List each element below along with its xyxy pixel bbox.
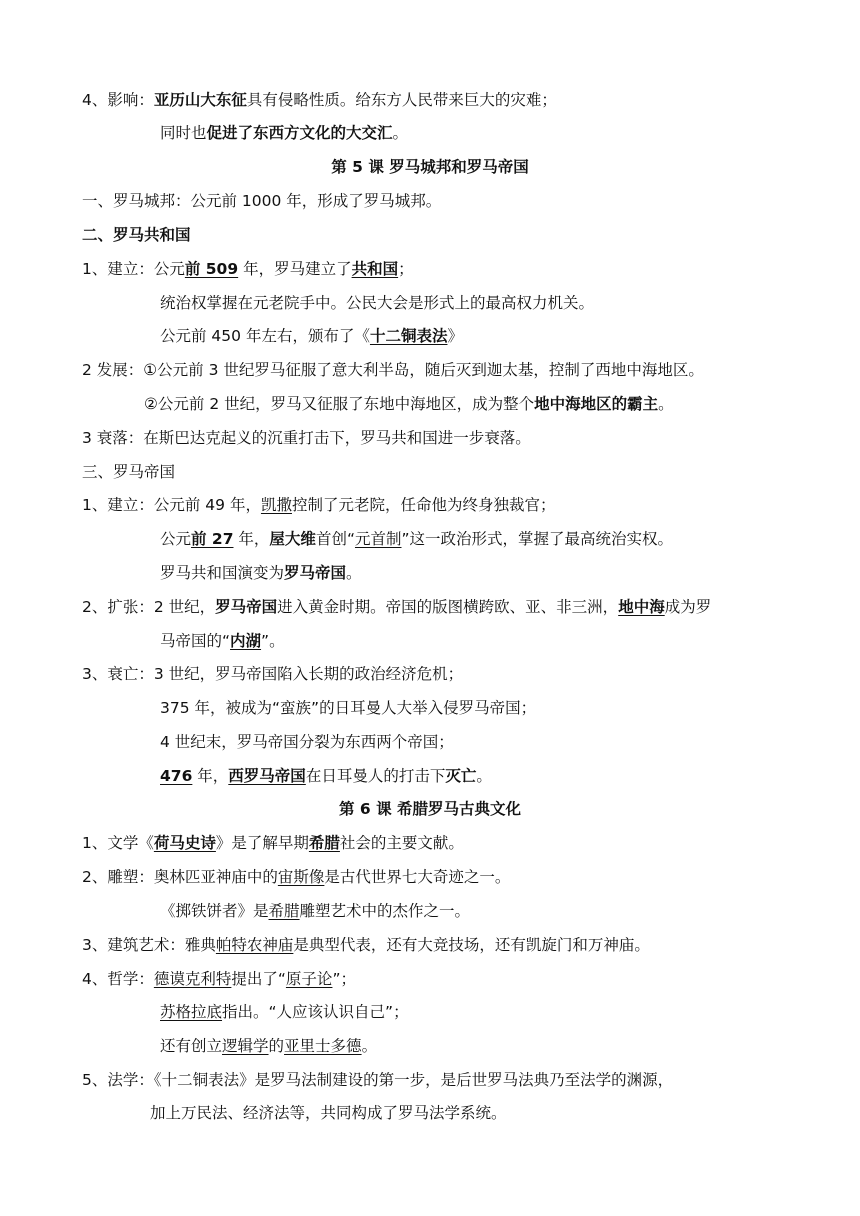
text-segment: 3、衰亡：3 世纪，罗马帝国陷入长期的政治经济危机； (82, 665, 464, 683)
emphasized-text: 地中海 (618, 598, 665, 616)
text-line (82, 832, 860, 854)
text-line (160, 325, 860, 347)
text-segment: 。 (361, 1037, 378, 1055)
text-line (82, 663, 860, 685)
emphasized-text: 第 5 课 罗马城邦和罗马帝国 (331, 158, 529, 176)
text-line (82, 461, 860, 483)
text-segment: 》是了解早期 (215, 834, 309, 852)
emphasized-text: 宙斯像 (277, 868, 325, 886)
text-line (144, 393, 860, 415)
text-segment: 同时也 (160, 124, 207, 142)
emphasized-text: 罗马帝国 (284, 564, 347, 582)
text-segment: 统治权掌握在元老院手中。公民大会是形式上的最高权力机关。 (160, 294, 595, 312)
text-segment: 雕塑艺术中的杰作之一。 (299, 902, 471, 920)
text-segment: 》 (447, 327, 463, 345)
text-segment: 。 (392, 124, 409, 142)
emphasized-text: 亚历山大东征 (153, 91, 247, 109)
emphasized-text: 希腊 (308, 834, 340, 852)
emphasized-text: 共和国 (351, 260, 399, 278)
text-segment: 控制了元老院，任命他为终身独裁官； (291, 496, 556, 514)
text-line (82, 190, 860, 212)
text-segment: 三、罗马帝国 (82, 463, 176, 481)
text-segment: 的 (268, 1037, 285, 1055)
text-line (82, 1069, 860, 1091)
text-line (160, 697, 860, 719)
text-segment: 。 (476, 767, 492, 785)
text-segment: 指出。“人应该认识自己”； (222, 1003, 409, 1021)
text-line (82, 596, 860, 618)
text-segment: 年， (233, 530, 270, 548)
emphasized-text: 灭亡 (445, 767, 477, 785)
text-segment: ②公元前 2 世纪，罗马又征服了东地中海地区，成为整个 (144, 395, 535, 413)
emphasized-text: 逻辑学 (222, 1037, 269, 1055)
emphasized-text: 荷马史诗 (153, 834, 216, 852)
text-line (160, 122, 860, 144)
emphasized-text: 苏格拉底 (160, 1003, 223, 1021)
text-segment: 4、影响： (82, 91, 154, 109)
text-segment: 3 衰落：在斯巴达克起义的沉重打击下，罗马共和国进一步衰落。 (82, 429, 531, 447)
text-segment: ”。 (261, 632, 285, 650)
emphasized-text: 内湖 (230, 632, 262, 650)
emphasized-text: 第 6 课 希腊罗马古典文化 (339, 800, 521, 818)
text-line (82, 968, 860, 990)
emphasized-text: 凯撒 (260, 496, 292, 514)
text-segment: 一、罗马城邦：公元前 1000 年，形成了罗马城邦。 (82, 192, 442, 210)
text-line (82, 427, 860, 449)
text-segment: 2、扩张：2 世纪， (82, 598, 216, 616)
text-segment: 年，罗马建立了 (238, 260, 352, 278)
text-line (160, 731, 860, 753)
lesson-title (0, 156, 860, 178)
text-segment: 马帝国的“ (160, 632, 231, 650)
text-segment: 是古代世界七大奇迹之一。 (324, 868, 511, 886)
text-line (82, 224, 860, 246)
emphasized-text: 德谟克利特 (153, 970, 232, 988)
text-segment: 提出了“ (231, 970, 286, 988)
emphasized-text: 促进了东西方文化的大交汇 (206, 124, 393, 142)
emphasized-text: 罗马帝国 (215, 598, 278, 616)
text-segment: 在日耳曼人的打击下 (305, 767, 446, 785)
emphasized-text: 前 27 (191, 530, 234, 548)
text-segment: 1、建立：公元 (82, 260, 185, 278)
emphasized-text: 十二铜表法 (369, 327, 448, 345)
text-segment: 。 (658, 395, 674, 413)
text-line (82, 258, 860, 280)
text-line (160, 528, 860, 550)
emphasized-text: 帕特农神庙 (215, 936, 294, 954)
emphasized-text: 476 (160, 767, 193, 785)
emphasized-text: 屋大维 (269, 530, 316, 548)
text-segment: 还有创立 (160, 1037, 223, 1055)
text-segment: 首创“ (315, 530, 355, 548)
text-segment: 进入黄金时期。帝国的版图横跨欧、亚、非三洲， (277, 598, 619, 616)
text-segment: 3、建筑艺术：雅典 (82, 936, 216, 954)
text-segment: 具有侵略性质。给东方人民带来巨大的灾难； (246, 91, 557, 109)
text-segment: 《掷铁饼者》是 (160, 902, 269, 920)
text-line (160, 630, 860, 652)
text-line (82, 494, 860, 516)
text-segment: 2、雕塑：奥林匹亚神庙中的 (82, 868, 278, 886)
text-segment: 公元前 450 年左右，颁布了《 (160, 327, 370, 345)
lesson-title (0, 798, 860, 820)
text-line (160, 1035, 860, 1057)
text-segment: 年， (192, 767, 229, 785)
text-segment: 4、哲学： (82, 970, 154, 988)
emphasized-text: 亚里士多德 (284, 1037, 362, 1055)
text-line (82, 866, 860, 888)
emphasized-text: 二、罗马共和国 (82, 226, 191, 244)
text-segment: 罗马共和国演变为 (160, 564, 285, 582)
text-segment: 375 年，被成为“蛮族”的日耳曼人大举入侵罗马帝国； (160, 699, 537, 717)
text-segment: ”； (332, 970, 356, 988)
text-segment: 5、法学：《十二铜表法》是罗马法制建设的第一步，是后世罗马法典乃至法学的渊源， (82, 1071, 674, 1089)
text-segment: 2 发展：①公元前 3 世纪罗马征服了意大利半岛，随后灭到迦太基，控制了西地中海地区。 (82, 361, 704, 379)
text-segment: 1、文学《 (82, 834, 154, 852)
emphasized-text: 希腊 (268, 902, 300, 920)
text-line (160, 1001, 860, 1023)
text-segment: 公元 (160, 530, 192, 548)
emphasized-text: 地中海地区的霸主 (534, 395, 659, 413)
emphasized-text: 西罗马帝国 (228, 767, 306, 785)
text-segment: 1、建立：公元前 49 年， (82, 496, 261, 514)
emphasized-text: 原子论 (285, 970, 333, 988)
text-segment: ； (398, 260, 414, 278)
text-line (160, 562, 860, 584)
emphasized-text: 前 509 (184, 260, 239, 278)
text-line (150, 1102, 860, 1124)
text-segment: 4 世纪末，罗马帝国分裂为东西两个帝国； (160, 733, 454, 751)
text-line (160, 292, 860, 314)
text-line (82, 89, 860, 111)
text-line (82, 934, 860, 956)
emphasized-text: 元首制 (354, 530, 402, 548)
text-segment: 加上万民法、经济法等，共同构成了罗马法学系统。 (150, 1104, 507, 1122)
text-line (82, 359, 860, 381)
text-segment: 是典型代表，还有大竞技场，还有凯旋门和万神庙。 (293, 936, 650, 954)
text-segment: ”这一政治形式，掌握了最高统治实权。 (401, 530, 674, 548)
text-segment: 社会的主要文献。 (339, 834, 464, 852)
text-line (160, 900, 860, 922)
text-segment: 。 (346, 564, 362, 582)
text-segment: 成为罗 (664, 598, 712, 616)
text-line (160, 765, 860, 787)
